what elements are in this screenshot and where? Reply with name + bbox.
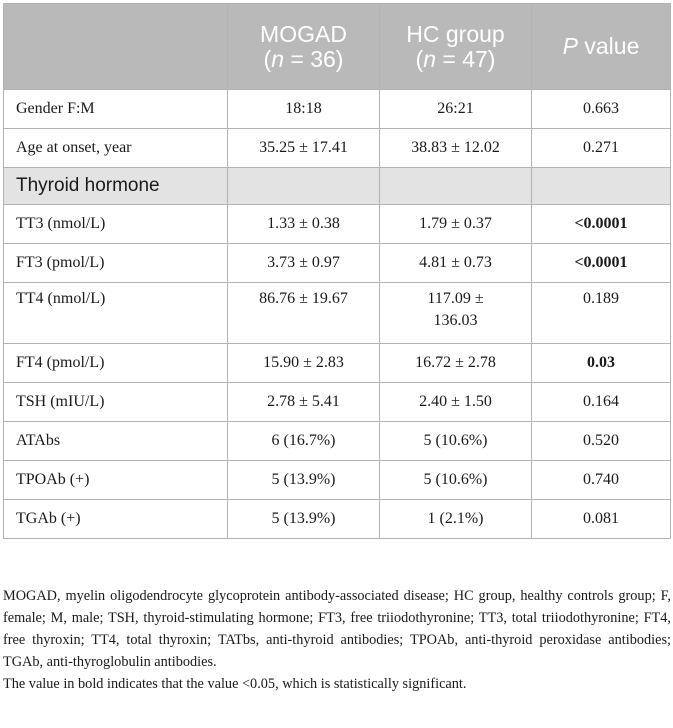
mogad-value: 18:18 bbox=[228, 90, 380, 129]
section-label: Thyroid hormone bbox=[4, 168, 228, 205]
header-blank-cell bbox=[4, 4, 228, 90]
header-p-var: P bbox=[562, 33, 578, 59]
mogad-value: 5 (13.9%) bbox=[228, 461, 380, 500]
mogad-value: 15.90 ± 2.83 bbox=[228, 344, 380, 383]
section-empty-cell bbox=[228, 168, 380, 205]
p-value: 0.164 bbox=[532, 383, 671, 422]
hc-value: 5 (10.6%) bbox=[380, 461, 532, 500]
row-label: TGAb (+) bbox=[4, 500, 228, 539]
header-p-text: value bbox=[577, 33, 640, 59]
row-label: TPOAb (+) bbox=[4, 461, 228, 500]
row-label: TT4 (nmol/L) bbox=[4, 283, 228, 344]
hc-value: 5 (10.6%) bbox=[380, 422, 532, 461]
p-value: 0.520 bbox=[532, 422, 671, 461]
header-hc-n-value: = 47) bbox=[436, 45, 496, 72]
thyroid-comparison-table bbox=[3, 3, 671, 539]
p-value-significant: <0.0001 bbox=[532, 244, 671, 283]
hc-value: 26:21 bbox=[380, 90, 532, 129]
hc-value-line1: 117.09 ± bbox=[427, 290, 484, 307]
row-label: FT4 (pmol/L) bbox=[4, 344, 228, 383]
section-row-thyroid-hormone bbox=[4, 168, 671, 205]
hc-value bbox=[380, 283, 532, 344]
table-row-atabs bbox=[4, 422, 671, 461]
header-mogad-n-open: ( bbox=[263, 45, 272, 72]
row-label: Gender F:M bbox=[4, 90, 228, 129]
significance-footnote: The value in bold indicates that the value <0.05, which is statistically significant. bbox=[3, 676, 467, 692]
p-value: 0.271 bbox=[532, 129, 671, 168]
header-mogad-n-value: = 36) bbox=[284, 45, 344, 72]
table-row-tgab bbox=[4, 500, 671, 539]
table-row-age bbox=[4, 129, 671, 168]
table-row-ft4 bbox=[4, 344, 671, 383]
mogad-value: 1.33 ± 0.38 bbox=[228, 205, 380, 244]
header-hc bbox=[380, 4, 532, 90]
hc-value: 38.83 ± 12.02 bbox=[380, 129, 532, 168]
table-footnotes bbox=[3, 585, 671, 695]
hc-value: 1.79 ± 0.37 bbox=[380, 205, 532, 244]
table-row-tt4 bbox=[4, 283, 671, 344]
p-value: 0.663 bbox=[532, 90, 671, 129]
row-label: TSH (mIU/L) bbox=[4, 383, 228, 422]
header-hc-n-var: n bbox=[423, 45, 436, 72]
mogad-value: 6 (16.7%) bbox=[228, 422, 380, 461]
p-value-significant: 0.03 bbox=[532, 344, 671, 383]
row-label: FT3 (pmol/L) bbox=[4, 244, 228, 283]
header-row bbox=[4, 4, 671, 90]
table-row-tsh bbox=[4, 383, 671, 422]
p-value: 0.081 bbox=[532, 500, 671, 539]
p-value: 0.189 bbox=[532, 283, 671, 344]
mogad-value: 3.73 ± 0.97 bbox=[228, 244, 380, 283]
section-empty-cell bbox=[532, 168, 671, 205]
row-label: ATAbs bbox=[4, 422, 228, 461]
row-label: Age at onset, year bbox=[4, 129, 228, 168]
section-empty-cell bbox=[380, 168, 532, 205]
mogad-value: 35.25 ± 17.41 bbox=[228, 129, 380, 168]
p-value: 0.740 bbox=[532, 461, 671, 500]
header-p-value bbox=[532, 4, 671, 90]
row-label: TT3 (nmol/L) bbox=[4, 205, 228, 244]
table-row-tpoab bbox=[4, 461, 671, 500]
header-mogad-n-var: n bbox=[271, 45, 284, 72]
hc-value: 1 (2.1%) bbox=[380, 500, 532, 539]
table-row-tt3 bbox=[4, 205, 671, 244]
table-row-ft3 bbox=[4, 244, 671, 283]
header-mogad bbox=[228, 4, 380, 90]
hc-value: 2.40 ± 1.50 bbox=[380, 383, 532, 422]
header-mogad-title: MOGAD bbox=[260, 20, 347, 47]
p-value-significant: <0.0001 bbox=[532, 205, 671, 244]
abbreviations-footnote: MOGAD, myelin oligodendrocyte glycoprotein antibody-associated disease; HC group, healthy controls group; F, female; M, male; TSH, thyroid-stimulating hormone; FT3, free triiodothyronine; TT3, total triiodothyronine; FT4, free thyroxin; TT4, total thyroxin; TATbs, anti-thyroid antibodies; TPOAb, anti-thyroid peroxidase antibodies; TGAb, anti-thyroglobulin antibodies. bbox=[3, 588, 671, 670]
mogad-value: 86.76 ± 19.67 bbox=[228, 283, 380, 344]
header-hc-title: HC group bbox=[406, 20, 505, 47]
hc-value: 16.72 ± 2.78 bbox=[380, 344, 532, 383]
hc-value: 4.81 ± 0.73 bbox=[380, 244, 532, 283]
mogad-value: 2.78 ± 5.41 bbox=[228, 383, 380, 422]
table-row-gender bbox=[4, 90, 671, 129]
hc-value-line2: 136.03 bbox=[433, 312, 478, 329]
header-hc-n-open: ( bbox=[415, 45, 424, 72]
mogad-value: 5 (13.9%) bbox=[228, 500, 380, 539]
